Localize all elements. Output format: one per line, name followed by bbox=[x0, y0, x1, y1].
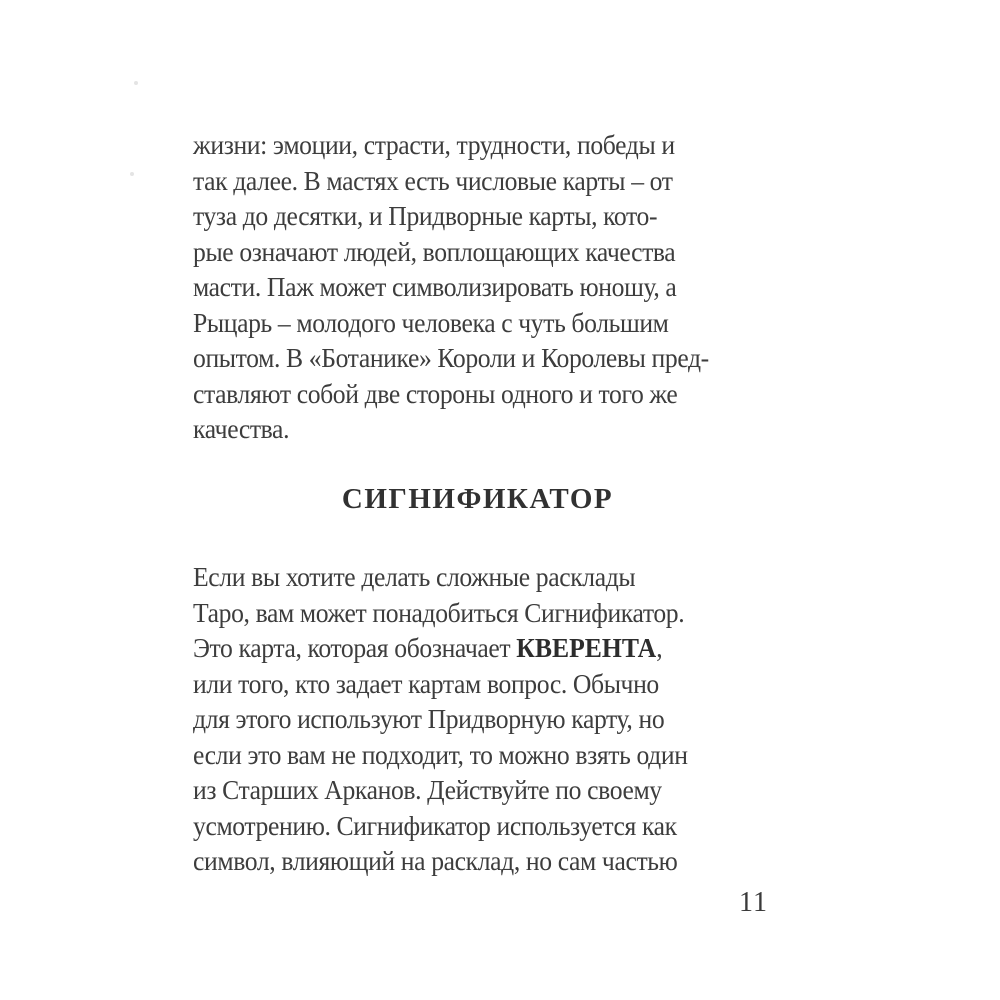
scan-artifact bbox=[130, 172, 134, 176]
text-line: так далее. В мастях есть числовые карты – от bbox=[193, 165, 673, 196]
text-line bbox=[193, 631, 714, 667]
text-line: опытом. В «Ботанике» Короли и Королевы пред- bbox=[193, 343, 709, 373]
text-line: качества. bbox=[193, 414, 290, 444]
text-segment: , bbox=[656, 633, 663, 663]
text-line: Рыцарь – молодого человека с чуть большим bbox=[193, 307, 669, 338]
text-line: или того, кто задает картам вопрос. Обычно bbox=[193, 668, 659, 699]
text-line: усмотрению. Сигнификатор используется как bbox=[193, 810, 677, 841]
text-line: для этого используют Придворную карту, но bbox=[193, 704, 665, 734]
text-line: рые означают людей, воплощающих качества bbox=[193, 236, 676, 267]
section-heading: СИГНИФИКАТОР bbox=[341, 483, 614, 515]
text-line: из Старших Арканов. Действуйте по своему bbox=[193, 775, 662, 805]
paragraph-2 bbox=[193, 560, 714, 880]
text-segment: Это карта, которая обозначает bbox=[193, 633, 517, 663]
scan-artifact bbox=[134, 81, 138, 85]
page-number: 11 bbox=[739, 887, 768, 918]
text-line: ставляют собой две стороны одного и того же bbox=[193, 378, 678, 409]
text-line: Если вы хотите делать сложные расклады bbox=[193, 562, 636, 592]
querent-term: КВЕРЕНТА bbox=[516, 633, 657, 663]
text-line: символ, влияющий на расклад, но сам частью bbox=[193, 846, 678, 876]
text-line: жизни: эмоции, страсти, трудности, победы и bbox=[193, 130, 675, 160]
paragraph-1 bbox=[193, 128, 714, 448]
text-line: если это вам не подходит, то можно взять один bbox=[193, 739, 688, 770]
text-line: туза до десятки, и Придворные карты, кото- bbox=[193, 201, 658, 231]
text-line: Таро, вам может понадобиться Сигнификатор. bbox=[193, 597, 685, 628]
text-line: масти. Паж может символизировать юношу, а bbox=[193, 272, 677, 302]
